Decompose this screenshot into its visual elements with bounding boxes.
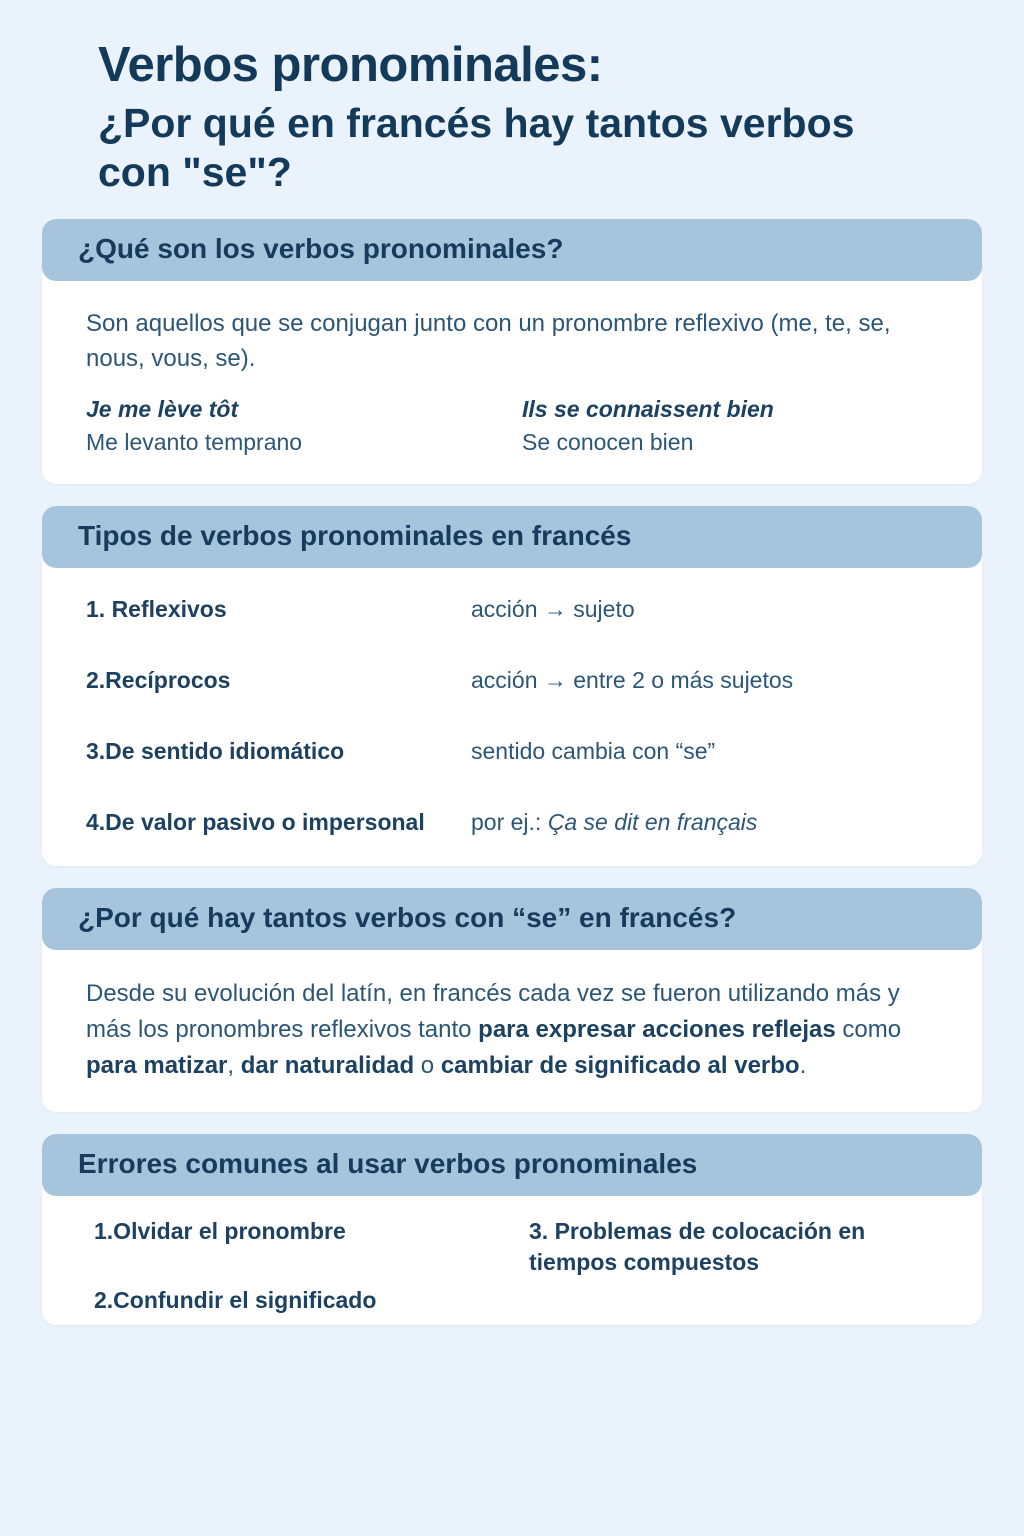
type-desc-3: sentido cambia con “se” (471, 737, 716, 764)
example-french-2: Ils se connaissent bien (522, 395, 774, 422)
why-bold-4: cambiar de significado al verbo (440, 1052, 800, 1080)
why-text-3: , (227, 1052, 241, 1080)
type-label-2: 2.Recíprocos (86, 666, 231, 693)
section-why-header: ¿Por qué hay tantos verbos con “se” en francés? (42, 888, 982, 950)
error-item-2: 2.Confundir el significado (94, 1287, 377, 1314)
why-text-1: Desde su evolución del latín, en francés cada vez se fueron utilizando más y más los pronombres reflexivos tanto (86, 980, 900, 1044)
definition-examples (86, 396, 938, 456)
why-text-4: o (414, 1052, 441, 1080)
section-definition-body (42, 281, 982, 483)
page-title: Verbos pronominales: (98, 38, 603, 92)
page-title-block (42, 0, 982, 197)
why-bold-3: dar naturalidad (240, 1052, 415, 1080)
type-label-3: 3.De sentido idiomático (86, 737, 345, 764)
why-bold-1: para expresar acciones reflejas (478, 1016, 836, 1044)
why-bold-2: para matizar (86, 1052, 228, 1080)
example-spanish-2: Se conocen bien (522, 428, 694, 455)
type-desc-2: acción → entre 2 o más sujetos (471, 666, 794, 693)
error-item-spacer (529, 1285, 938, 1315)
section-definition (42, 219, 982, 483)
type-desc-4-example: Ça se dit en français (547, 808, 758, 835)
error-item-1: 1.Olvidar el pronombre (94, 1218, 346, 1245)
error-item-3: 3. Problemas de colocación en tiempos compuestos (529, 1218, 866, 1275)
section-definition-header: ¿Qué son los verbos pronominales? (42, 219, 982, 281)
section-why-body (42, 950, 982, 1112)
section-errors (42, 1134, 982, 1325)
type-label-4: 4.De valor pasivo o impersonal (86, 808, 425, 835)
type-desc-1: acción → sujeto (471, 595, 635, 622)
why-text-2: como (835, 1016, 902, 1044)
type-label-1: 1. Reflexivos (86, 595, 227, 622)
type-desc-4-prefix: por ej.: (471, 808, 548, 835)
type-desc-4 (471, 807, 938, 838)
why-paragraph (86, 976, 938, 1084)
section-types (42, 506, 982, 866)
why-text-5: . (799, 1052, 807, 1080)
section-types-body (42, 568, 982, 866)
errors-grid (42, 1196, 982, 1325)
example-french-1: Je me lève tôt (86, 395, 239, 422)
section-errors-header: Errores comunes al usar verbos pronominales (42, 1134, 982, 1196)
section-why (42, 888, 982, 1112)
section-types-header: Tipos de verbos pronominales en francés (42, 506, 982, 568)
page-subtitle: ¿Por qué en francés hay tantos verbos con "se"? (98, 99, 855, 196)
definition-paragraph: Son aquellos que se conjugan junto con un pronombre reflexivo (me, te, se, nous, vous, se). (86, 310, 891, 372)
example-spanish-1: Me levanto temprano (86, 428, 303, 455)
types-grid (86, 594, 938, 838)
